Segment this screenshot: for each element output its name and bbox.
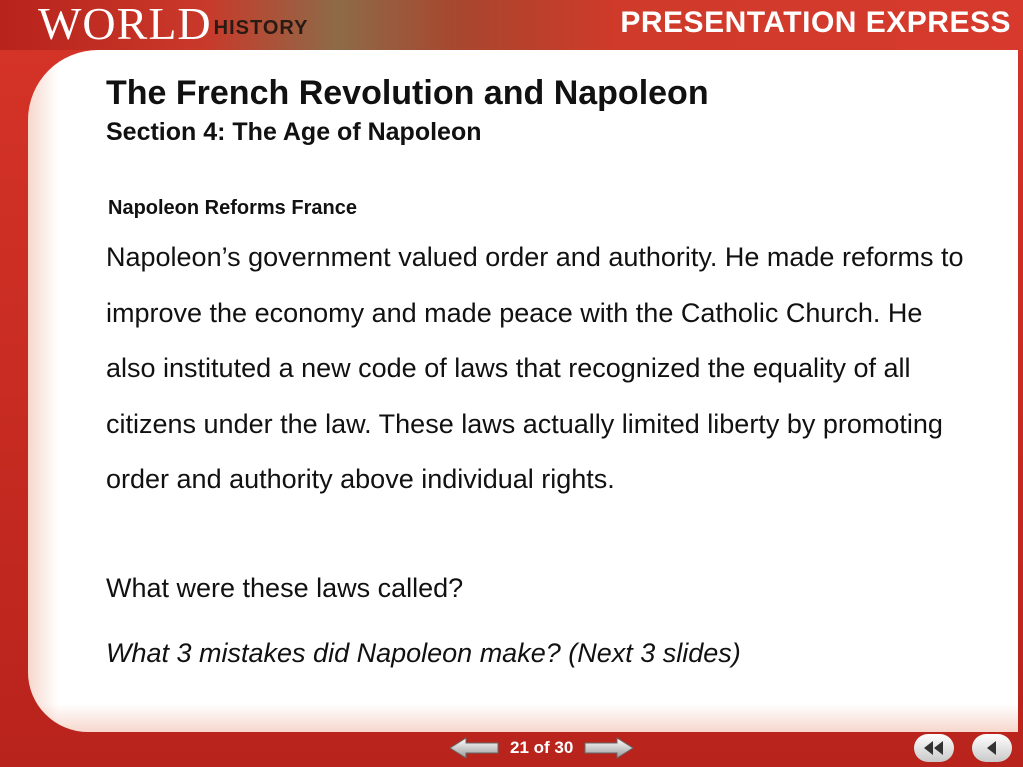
question-text: What were these laws called? — [106, 573, 464, 603]
arrow-right-icon — [583, 737, 635, 759]
slide-title: The French Revolution and Napoleon — [106, 74, 709, 112]
header-bar — [0, 0, 1023, 50]
logo-history-text: HISTORY — [213, 17, 309, 39]
section-heading: Napoleon Reforms France — [108, 197, 357, 219]
page-indicator: 21 of 30 — [510, 738, 574, 757]
slide-navigation — [446, 735, 637, 761]
rewind-button[interactable] — [914, 734, 954, 762]
slide-content-panel — [28, 50, 1018, 732]
back-button[interactable] — [972, 734, 1012, 762]
world-history-logo — [38, 0, 309, 49]
arrow-left-icon — [448, 737, 500, 759]
body-paragraph: Napoleon’s government valued order and authority. He made reforms to improve the economy and made peace with the Catholic Church. He also instituted a new code of laws that recognized the equality of all citizens under the law. These laws actually limited liberty by promoting order and authority above individual rights. — [106, 242, 964, 494]
rewind-icon — [923, 741, 945, 755]
triangle-left-icon — [985, 741, 999, 755]
previous-slide-button[interactable] — [446, 737, 502, 759]
slide-subtitle: Section 4: The Age of Napoleon — [106, 118, 482, 146]
logo-world-text: WORLD — [38, 0, 212, 49]
next-slide-button[interactable] — [581, 737, 637, 759]
presentation-express-brand: PRESENTATION EXPRESS — [620, 6, 1011, 39]
italic-note: What 3 mistakes did Napoleon make? (Next 3 slides) — [106, 638, 741, 668]
